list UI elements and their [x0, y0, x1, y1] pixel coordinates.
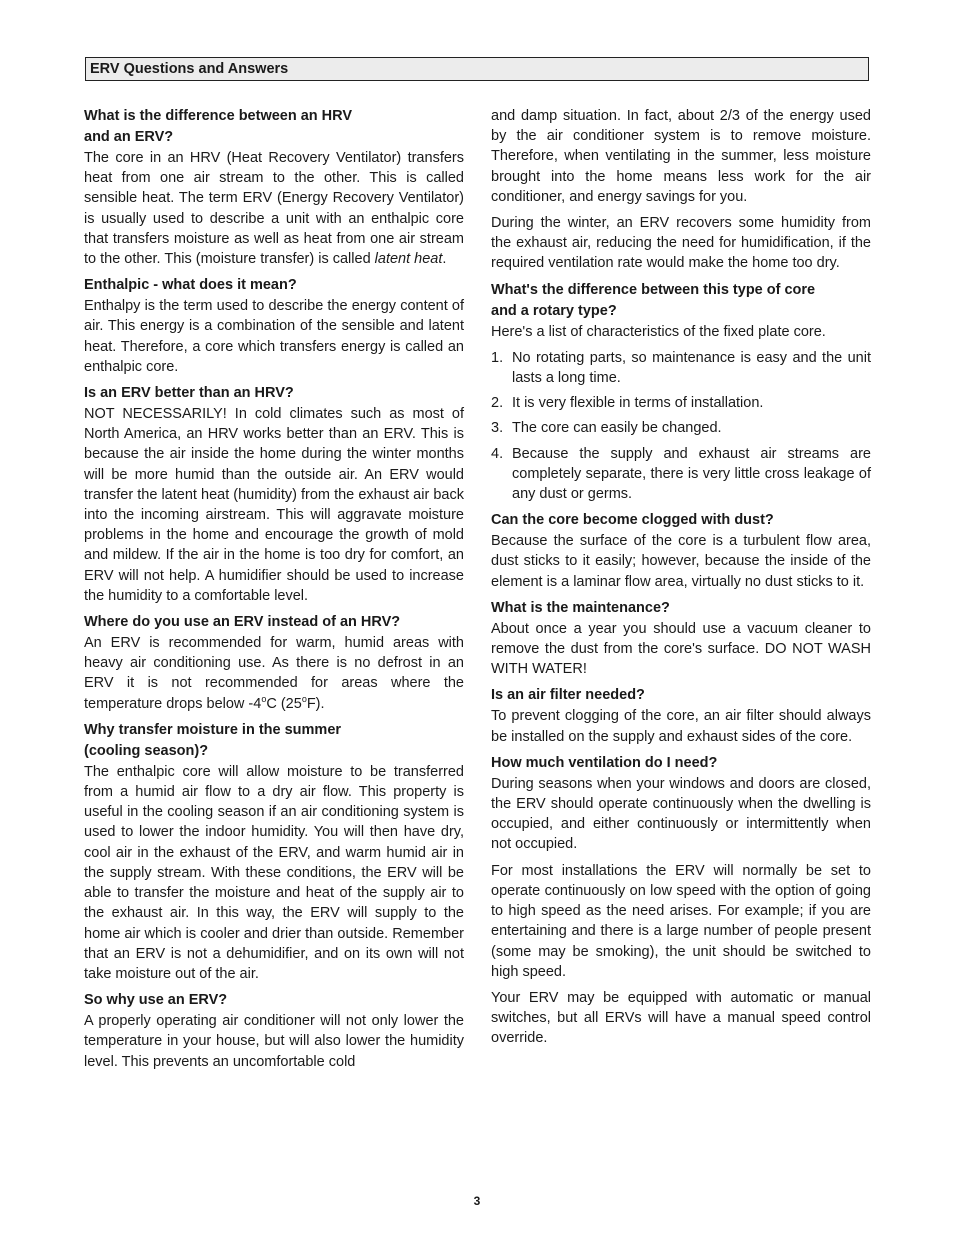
answer-hrv-vs-erv: The core in an HRV (Heat Recovery Ventilator) transfers heat from one air stream to the other. This is called sensible heat. The term ERV (Energy Recovery Ventilator) is usually used to describe a unit with an enthalpic core that transfers moisture as well as heat from one air stream to the other. This (moisture transfer) is called latent heat.: [84, 150, 464, 268]
question-air-filter: Is an air filter needed?: [491, 687, 645, 704]
list-item: 4. Because the supply and exhaust air streams are completely separate, there is very little cross leakage of any dust or germs.: [491, 445, 871, 503]
question-erv-better: Is an ERV better than an HRV?: [84, 385, 294, 402]
answer-ventilation-p2: For most installations the ERV will normally be set to operate continuously on low speed with the option of going to high speed as the need arises. For example; if you are entertaining and there is a large number of people present (some may be smoking), the unit should be switched to high speed.: [491, 862, 871, 980]
question-rotary-core: What's the difference between this type of core and a rotary type?: [491, 281, 816, 319]
question-enthalpic: Enthalpic - what does it mean?: [84, 277, 297, 294]
section-title: ERV Questions and Answers: [90, 61, 289, 77]
page-number: 3: [473, 1194, 481, 1208]
answer-maintenance: About once a year you should use a vacuum cleaner to remove the dust from the core's surface. DO NOT WASH WITH WATER!: [491, 620, 871, 678]
characteristics-list: [491, 348, 871, 504]
right-column: [491, 106, 871, 1055]
answer-why-erv-winter: During the winter, an ERV recovers some humidity from the exhaust air, reducing the need for humidification, if the required ventilation rate would make the home too dry.: [491, 215, 871, 272]
answer-ventilation-p1: During seasons when your windows and doors are closed, the ERV should operate continuously when the dwelling is occupied, and either continuously or intermittently when not occupied.: [491, 775, 871, 853]
answer-ventilation-p3: Your ERV may be equipped with automatic or manual switches, but all ERVs will have a manual speed control override.: [491, 989, 871, 1047]
answer-enthalpic: Enthalpy is the term used to describe the energy content of air. This energy is a combination of the sensible and latent heat. Therefore, a core which transfers energy is called an enthalpic core.: [84, 298, 464, 375]
list-item: 2. It is very flexible in terms of installation.: [491, 395, 764, 412]
question-summer-moisture: Why transfer moisture in the summer (cooling season)?: [84, 721, 342, 759]
question-clogged: Can the core become clogged with dust?: [491, 512, 774, 529]
answer-clogged: Because the surface of the core is a turbulent flow area, dust sticks to it easily; however, because the inside of the element is a laminar flow area, virtually no dust sticks to it.: [491, 533, 871, 590]
answer-erv-better: NOT NECESSARILY! In cold climates such as most of North America, an HRV works better than an ERV. This is because the air inside the home during the winter months will be more humid than the outside air. An ERV would transfer the latent heat (humidity) from the exhaust air back into the incoming airstream. This will aggravate moisture problems in the home and encourage the growth of mold and mildew. If the air in the home is too dry for comfort, an ERV will not help. A humidifier should be used to increase the humidity to a comfortable level.: [84, 406, 464, 604]
section-header: [85, 57, 869, 81]
left-column: [84, 106, 464, 1078]
question-why-erv: So why use an ERV?: [84, 992, 228, 1009]
answer-where-erv: An ERV is recommended for warm, humid areas with heavy air conditioning use. As there is no defrost in an ERV it is not recommended for areas where the temperature drops below -4$^o$C (25$^o$F).: [84, 635, 464, 712]
question-hrv-vs-erv: What is the difference between an HRV and an ERV?: [84, 108, 353, 145]
question-where-erv: Where do you use an ERV instead of an HRV?: [84, 614, 401, 631]
answer-why-erv-continued: and damp situation. In fact, about 2/3 of the energy used by the air conditioner system is to remove moisture. Therefore, when ventilating in the summer, less moisture brought into the home means less work for the air conditioner, and energy savings for you.: [491, 108, 871, 205]
question-ventilation: How much ventilation do I need?: [491, 754, 718, 771]
answer-air-filter: To prevent clogging of the core, an air filter should always be installed on the supply and exhaust sides of the core.: [491, 708, 871, 745]
list-item: 3. The core can easily be changed.: [491, 420, 722, 437]
answer-why-erv: A properly operating air conditioner will not only lower the temperature in your house, but will also lower the humidity level. This prevents an uncomfortable cold: [84, 1013, 464, 1070]
answer-rotary-intro: Here's a list of characteristics of the fixed plate core.: [491, 323, 826, 340]
list-item: 1. No rotating parts, so maintenance is easy and the unit lasts a long time.: [491, 349, 871, 387]
question-maintenance: What is the maintenance?: [491, 599, 670, 616]
answer-summer-moisture: The enthalpic core will allow moisture to be transferred from a humid air flow to a dry air flow. This property is useful in the cooling season if an air conditioning system is used to lower the indoor humidity. You will then have dry, cool air in the exhaust of the ERV, and warm humid air in the supply stream. With these conditions, the ERV will be able to transfer the moisture and heat of the supply air to the exhaust air. In this way, the ERV will supply to the home air which is cooler and drier than outside. Remember that an ERV is not a dehumidifier, and on its own will not take moisture out of the air.: [84, 763, 464, 982]
